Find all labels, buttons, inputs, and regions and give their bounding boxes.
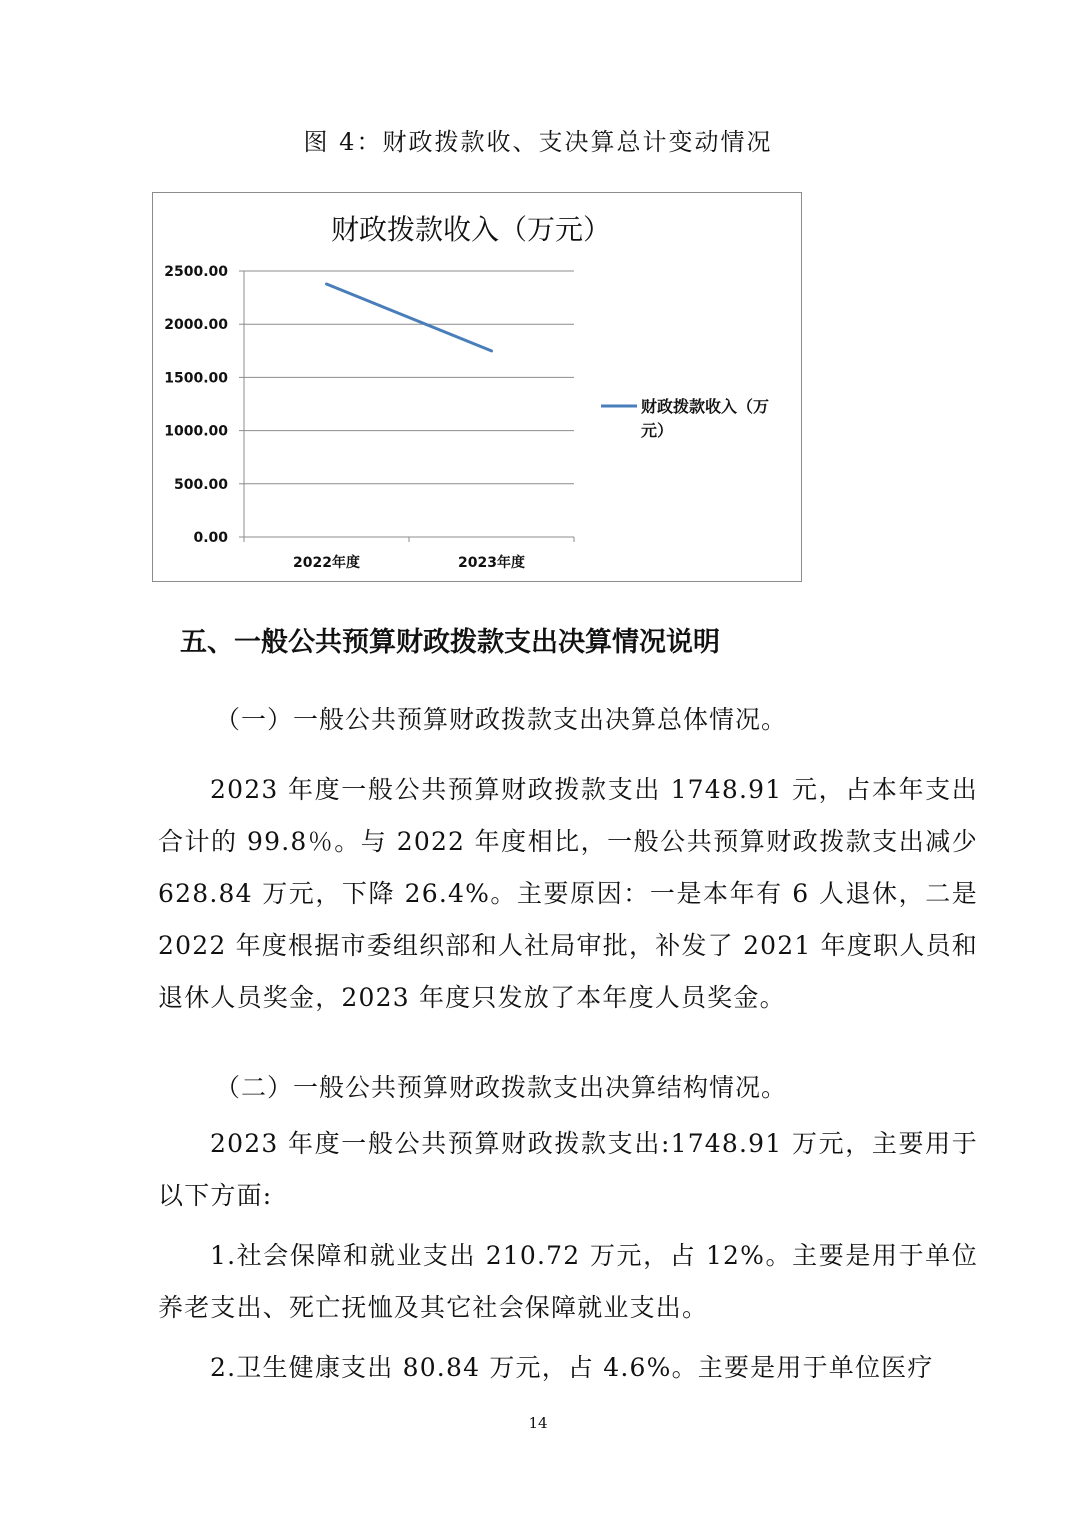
chart-tick-labels	[164, 264, 525, 571]
paragraph-social-security: 1.社会保障和就业支出 210.72 万元，占 12%。主要是用于单位养老支出、死亡抚恤及其它社会保障就业支出。	[158, 1241, 978, 1322]
page-number: 14	[528, 1414, 548, 1432]
chart-axes	[239, 271, 574, 542]
y-tick-label: 2000.00	[164, 317, 228, 334]
section-heading: 五、一般公共预算财政拨款支出决算情况说明	[180, 627, 720, 658]
y-tick-label: 0.00	[193, 530, 228, 546]
chart-title: 财政拨款收入（万元）	[330, 213, 612, 246]
y-tick-label: 500.00	[173, 476, 228, 493]
y-tick-label: 1000.00	[164, 423, 228, 440]
paragraph-overall: 2023 年度一般公共预算财政拨款支出 1748.91 元，占本年支出合计的 99.8％。与 2022 年度相比，一般公共预算财政拨款支出减少 628.84 万元，下降 26.4%。主要原因：一是本年有 6 人退休，二是 2022 年度根据市委组织部和人社局审批，补发了 2021 年度职人员和退休人员奖金，2023 年度只发放了本年度人员奖金。	[158, 775, 978, 1012]
chart-legend	[601, 397, 769, 440]
legend-label: 财政拨款收入（万	[641, 397, 770, 416]
paragraph-structure-intro: 2023 年度一般公共预算财政拨款支出:1748.91 万元，主要用于以下方面:	[158, 1129, 978, 1210]
y-tick-label: 1500.00	[164, 370, 228, 387]
legend-label: 元）	[641, 421, 674, 440]
y-tick-label: 2500.00	[164, 264, 228, 280]
figure-caption: 图 4：财政拨款收、支决算总计变动情况	[303, 128, 773, 156]
x-tick-label: 2022年度	[293, 555, 360, 571]
x-tick-label: 2023年度	[458, 555, 525, 571]
line-chart	[152, 192, 802, 582]
series-line	[327, 284, 492, 351]
chart-gridlines	[244, 271, 574, 484]
subheading-structure: （二）一般公共预算财政拨款支出决算结构情况。	[215, 1073, 788, 1102]
paragraph-health: 2.卫生健康支出 80.84 万元，占 4.6%。主要是用于单位医疗	[210, 1353, 934, 1382]
chart-canvas	[153, 193, 803, 583]
subheading-overall: （一）一般公共预算财政拨款支出决算总体情况。	[215, 705, 788, 734]
chart-series	[326, 284, 491, 351]
